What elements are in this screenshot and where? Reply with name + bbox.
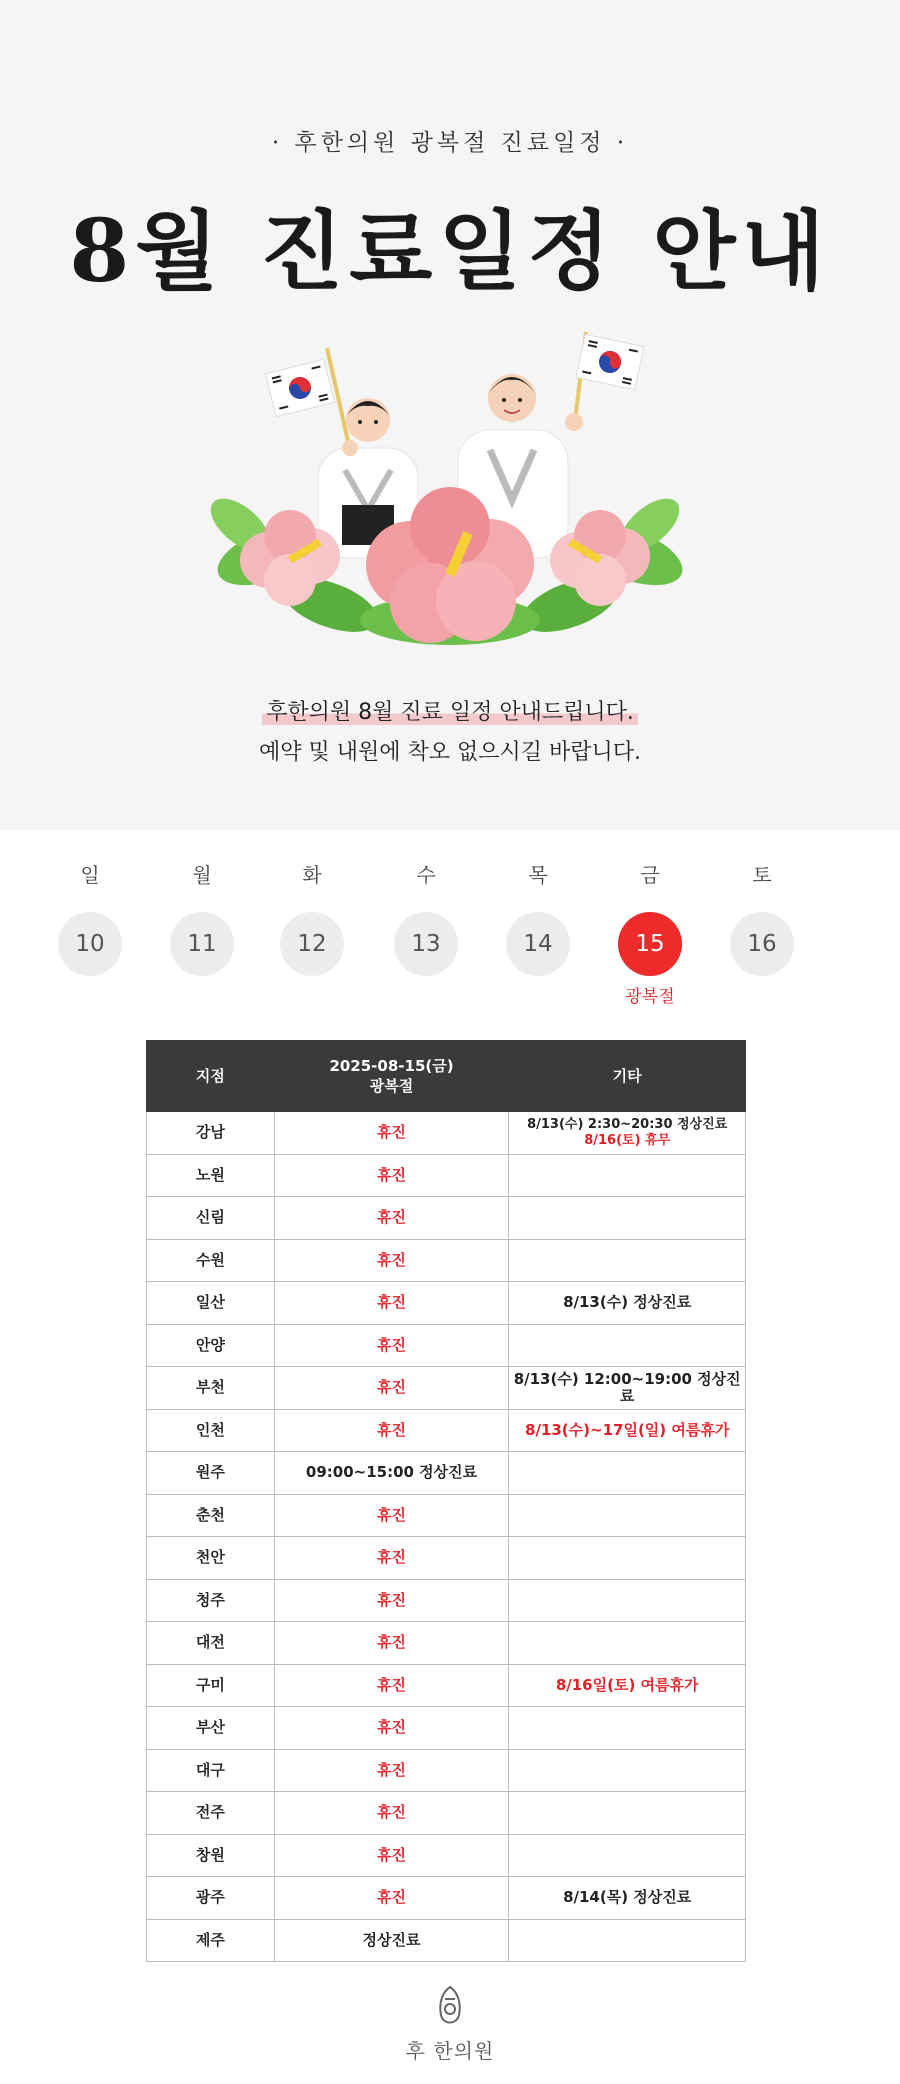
notice-line1-text: 후한의원 8월 진료 일정 안내드립니다. [262, 700, 638, 725]
status-cell: 휴진 [274, 1537, 509, 1580]
branch-cell: 구미 [147, 1664, 275, 1707]
etc-cell [509, 1197, 746, 1240]
etc-cell [509, 1239, 746, 1282]
status-cell: 휴진 [274, 1154, 509, 1197]
table-row [147, 1792, 746, 1835]
branch-cell: 노원 [147, 1154, 275, 1197]
etc-cell [509, 1792, 746, 1835]
status-cell: 휴진 [274, 1282, 509, 1325]
table-row [147, 1919, 746, 1962]
holiday-label: 광복절 [625, 987, 675, 1007]
holiday-date-circle: 15 [618, 912, 682, 976]
table-row [147, 1112, 746, 1155]
day-name: 금 [640, 863, 660, 887]
table-row [147, 1367, 746, 1410]
table-row [147, 1834, 746, 1877]
status-cell: 휴진 [274, 1877, 509, 1920]
date-circle: 13 [394, 912, 458, 976]
day-name: 일 [80, 863, 100, 887]
schedule-table [146, 1040, 746, 1962]
branch-cell: 수원 [147, 1239, 275, 1282]
day-10 [55, 860, 125, 976]
day-15 [615, 860, 685, 1007]
table-row [147, 1197, 746, 1240]
etc-cell: 8/13(수) 정상진료 [509, 1282, 746, 1325]
table-row [147, 1877, 746, 1920]
branch-cell: 신림 [147, 1197, 275, 1240]
etc-cell: 8/13(수)~17일(일) 여름휴가 [509, 1409, 746, 1452]
logo-text: 후 한의원 [405, 2039, 495, 2063]
branch-cell: 안양 [147, 1324, 275, 1367]
table-row [147, 1409, 746, 1452]
table-row [147, 1664, 746, 1707]
event-subtitle: · 후한의원 광복절 진료일정 · [271, 130, 629, 156]
status-cell: 휴진 [274, 1324, 509, 1367]
branch-cell: 전주 [147, 1792, 275, 1835]
table-row [147, 1707, 746, 1750]
table-row [147, 1537, 746, 1580]
branch-cell: 대구 [147, 1749, 275, 1792]
status-cell: 휴진 [274, 1112, 509, 1155]
header-branch: 지점 [147, 1041, 275, 1112]
etc-line1: 8/13(수) 2:30~20:30 정상진료 [527, 1116, 728, 1132]
branch-cell: 천안 [147, 1537, 275, 1580]
table-row [147, 1494, 746, 1537]
status-cell: 휴진 [274, 1792, 509, 1835]
korean-flag-right [575, 332, 644, 420]
branch-cell: 청주 [147, 1579, 275, 1622]
notice-line2: 예약 및 내원에 착오 없으시길 바랍니다. [259, 740, 641, 765]
week-calendar [55, 860, 845, 1010]
table-row [147, 1749, 746, 1792]
etc-cell [509, 1622, 746, 1665]
day-name: 화 [302, 863, 322, 887]
branch-cell: 춘천 [147, 1494, 275, 1537]
etc-cell [509, 1494, 746, 1537]
etc-cell [509, 1707, 746, 1750]
notice-highlighted [0, 695, 900, 726]
branch-cell: 광주 [147, 1877, 275, 1920]
table-row [147, 1154, 746, 1197]
header-date-line2: 광복절 [369, 1077, 414, 1095]
etc-cell [509, 1112, 746, 1155]
status-cell: 휴진 [274, 1579, 509, 1622]
status-cell: 휴진 [274, 1197, 509, 1240]
etc-cell [509, 1324, 746, 1367]
header-etc: 기타 [509, 1041, 746, 1112]
table-row [147, 1282, 746, 1325]
table-row [147, 1239, 746, 1282]
status-cell: 휴진 [274, 1494, 509, 1537]
day-13 [391, 860, 461, 976]
footer-logo [0, 1985, 900, 2064]
branch-cell: 창원 [147, 1834, 275, 1877]
header-date-line1: 2025-08-15(금) [329, 1057, 454, 1075]
status-cell: 휴진 [274, 1749, 509, 1792]
status-cell: 휴진 [274, 1707, 509, 1750]
header-date [274, 1041, 509, 1112]
hero-section [0, 0, 900, 830]
table-header-row [147, 1041, 746, 1112]
branch-cell: 일산 [147, 1282, 275, 1325]
date-circle: 16 [730, 912, 794, 976]
schedule-table-wrap [146, 1040, 746, 1962]
branch-cell: 부산 [147, 1707, 275, 1750]
status-cell: 휴진 [274, 1834, 509, 1877]
branch-cell: 강남 [147, 1112, 275, 1155]
etc-cell [509, 1537, 746, 1580]
etc-cell [509, 1154, 746, 1197]
date-circle: 12 [280, 912, 344, 976]
status-cell: 휴진 [274, 1239, 509, 1282]
status-cell: 정상진료 [274, 1919, 509, 1962]
hu-logo-icon [435, 1985, 465, 2029]
etc-cell [509, 1579, 746, 1622]
table-row [147, 1324, 746, 1367]
day-name: 목 [528, 863, 548, 887]
day-14 [503, 860, 573, 976]
etc-cell [509, 1452, 746, 1495]
etc-cell [509, 1919, 746, 1962]
date-circle: 14 [506, 912, 570, 976]
day-12 [277, 860, 347, 976]
etc-cell [509, 1834, 746, 1877]
etc-line2: 8/16(토) 휴무 [584, 1132, 671, 1148]
date-circle: 11 [170, 912, 234, 976]
status-cell: 휴진 [274, 1622, 509, 1665]
day-name: 월 [192, 863, 212, 887]
table-row [147, 1622, 746, 1665]
day-name: 토 [752, 863, 772, 887]
status-cell: 휴진 [274, 1664, 509, 1707]
table-row [147, 1452, 746, 1495]
status-cell: 휴진 [274, 1409, 509, 1452]
branch-cell: 대전 [147, 1622, 275, 1665]
day-11 [167, 860, 237, 976]
etc-cell: 8/14(목) 정상진료 [509, 1877, 746, 1920]
branch-cell: 제주 [147, 1919, 275, 1962]
status-cell: 09:00~15:00 정상진료 [274, 1452, 509, 1495]
branch-cell: 인천 [147, 1409, 275, 1452]
etc-cell: 8/13(수) 12:00~19:00 정상진료 [509, 1367, 746, 1410]
etc-cell: 8/16일(토) 여름휴가 [509, 1664, 746, 1707]
date-circle: 10 [58, 912, 122, 976]
day-16 [727, 860, 797, 976]
liberation-day-illustration [150, 320, 750, 660]
branch-cell: 원주 [147, 1452, 275, 1495]
status-cell: 휴진 [274, 1367, 509, 1410]
day-name: 수 [416, 863, 436, 887]
etc-cell [509, 1749, 746, 1792]
branch-cell: 부천 [147, 1367, 275, 1410]
korean-flag-left [266, 348, 350, 450]
table-row [147, 1579, 746, 1622]
page-title: 8월 진료일정 안내 [69, 201, 831, 302]
